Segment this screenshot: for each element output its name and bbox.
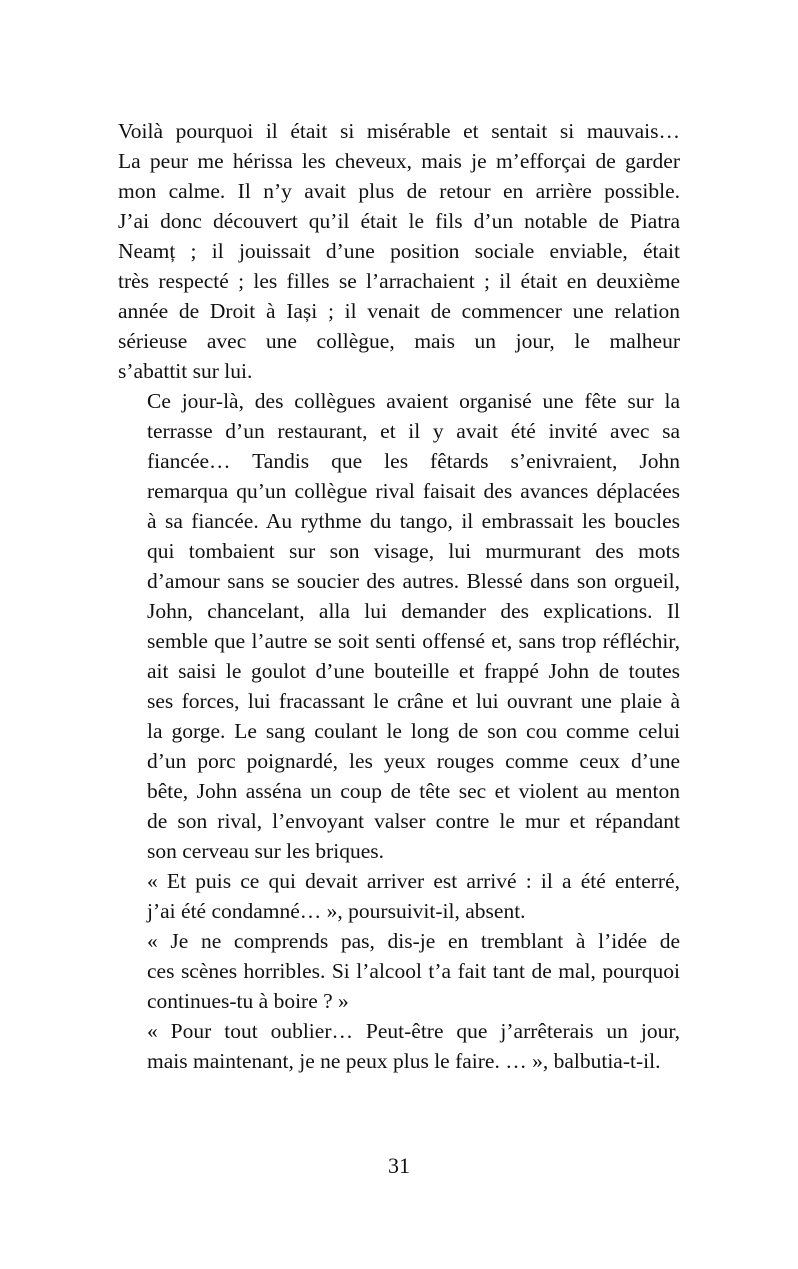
text-line: continues-tu à boire ? »: [147, 989, 349, 1013]
text-line: j’ai été condamné… », poursuivit-il, absent.: [147, 899, 526, 923]
text-line: remarqua qu’un collègue rival faisait des avances déplacées: [147, 479, 680, 503]
text-line: qui tombaient sur son visage, lui murmurant des mots: [147, 539, 680, 563]
text-line: Voilà pourquoi il était si misérable et sentait si mauvais…: [118, 119, 680, 143]
text-line: ces scènes horribles. Si l’alcool t’a fait tant de mal, pourquoi: [147, 959, 680, 983]
text-line: semble que l’autre se soit senti offensé et, sans trop réfléchir,: [147, 629, 680, 653]
text-line: s’abattit sur lui.: [118, 359, 253, 383]
text-line: mon calme. Il n’y avait plus de retour en arrière possible.: [118, 179, 680, 203]
body-text: [118, 116, 680, 1076]
text-line: d’amour sans se soucier des autres. Blessé dans son orgueil,: [147, 569, 680, 593]
paragraph: [118, 116, 680, 386]
text-line: de son rival, l’envoyant valser contre le mur et répandant: [147, 809, 680, 833]
text-line: « Je ne comprends pas, dis-je en tremblant à l’idée de: [147, 929, 680, 953]
text-line: à sa fiancée. Au rythme du tango, il embrassait les boucles: [147, 509, 680, 533]
paragraph: [118, 866, 680, 926]
text-line: fiancée… Tandis que les fêtards s’enivraient, John: [147, 449, 680, 473]
text-line: la gorge. Le sang coulant le long de son cou comme celui: [147, 719, 680, 743]
text-line: John, chancelant, alla lui demander des explications. Il: [147, 599, 680, 623]
paragraph: [118, 1016, 680, 1076]
text-line: « Et puis ce qui devait arriver est arrivé : il a été enterré,: [147, 869, 680, 893]
text-line: Neamț ; il jouissait d’une position sociale enviable, était: [118, 239, 680, 263]
paragraph: [118, 926, 680, 1016]
paragraph: [118, 386, 680, 866]
text-line: très respecté ; les filles se l’arrachaient ; il était en deuxième: [118, 269, 680, 293]
page-number: 31: [388, 1153, 410, 1178]
text-line: ses forces, lui fracassant le crâne et lui ouvrant une plaie à: [147, 689, 680, 713]
text-line: année de Droit à Iași ; il venait de commencer une relation: [118, 299, 680, 323]
text-line: terrasse d’un restaurant, et il y avait été invité avec sa: [147, 419, 680, 443]
text-line: « Pour tout oublier… Peut-être que j’arrêterais un jour,: [147, 1019, 680, 1043]
text-line: bête, John asséna un coup de tête sec et violent au menton: [147, 779, 680, 803]
text-line: ait saisi le goulot d’une bouteille et frappé John de toutes: [147, 659, 680, 683]
text-line: mais maintenant, je ne peux plus le faire. … », balbutia-t-il.: [147, 1049, 661, 1073]
text-line: La peur me hérissa les cheveux, mais je m’efforçai de garder: [118, 149, 680, 173]
text-line: J’ai donc découvert qu’il était le fils d’un notable de Piatra: [118, 209, 680, 233]
text-line: son cerveau sur les briques.: [147, 839, 385, 863]
text-line: Ce jour-là, des collègues avaient organisé une fête sur la: [147, 389, 680, 413]
text-line: sérieuse avec une collègue, mais un jour, le malheur: [118, 329, 680, 353]
text-line: d’un porc poignardé, les yeux rouges comme ceux d’une: [147, 749, 680, 773]
